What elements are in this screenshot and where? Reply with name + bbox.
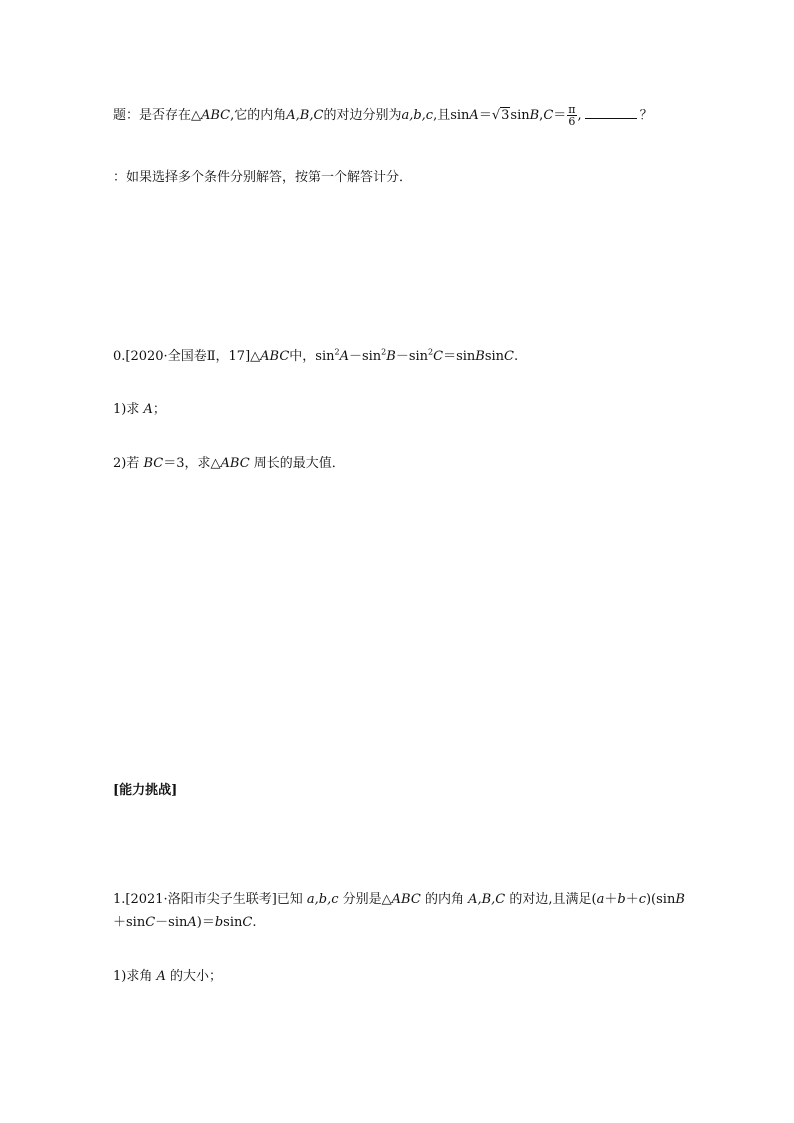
problem-10-part-2 [113,455,345,473]
period: . [514,349,519,364]
var-c: c [638,892,646,907]
sin: sin [510,108,530,123]
equals: ＝ [478,108,492,123]
triangle-name: ABC [220,456,250,471]
text: sin [484,349,505,364]
text: 1.[2021·洛阳市尖子生联考]已知 [113,892,307,907]
text: ； [152,402,166,417]
fraction-pi-over-6: $\frac{\pi}{6}$ [568,103,576,128]
text: ＋ [625,892,639,907]
var-C: C [543,108,554,123]
question-mark: ？ [639,108,653,123]
text: )(sin [645,892,676,907]
text: ＝sin [443,349,476,364]
text: sin [223,915,243,930]
var-C: C [433,349,444,364]
text: 1)求角 [113,969,157,984]
text: 周长的最大值． [249,456,345,471]
intro-prefix: 题：是否存在△ [113,108,201,123]
answer-blank[interactable] [585,106,637,119]
scoring-note: ：如果选择多个条件分别解答，按第一个解答计分． [113,170,413,185]
text: ＋ [604,892,618,907]
side-vars: a,b,c [306,892,339,907]
side-vars: a,b,c [401,108,434,123]
triangle-name: ABC [260,349,290,364]
var-C: C [145,915,156,930]
text: 中，sin [289,349,335,364]
problem-lead: 0.[2020·全国卷Ⅱ，17]△ [113,349,261,364]
equals: ＝ [553,108,567,123]
triangle-name: ABC [201,108,231,123]
problem-11-line-1 [113,891,685,909]
text: 的对边,且满足( [505,892,597,907]
var-A: A [469,108,479,123]
text: 的大小； [165,969,223,984]
period: . [252,915,257,930]
text: －sin [348,349,382,364]
text: －sin [395,349,429,364]
intro-text: 的对边分别为 [323,108,402,123]
intro-text: ,且sin [433,108,470,123]
problem-11-line-2 [113,914,256,932]
problem-10 [113,348,518,366]
exponent: 2 [334,347,340,357]
sqrt-3: √3 [491,108,510,123]
var-B: B [386,349,396,364]
var-C: C [242,915,253,930]
problem-11-part-1 [113,968,222,986]
angle-vars: A,B,C [468,892,506,907]
var-b: b [214,915,224,930]
text: ＋sin [113,915,146,930]
var-B: B [529,108,540,123]
var-B: B [475,349,485,364]
comma: , [577,108,582,123]
text: 的内角 [420,892,469,907]
problem-10-part-1 [113,401,166,419]
text: ＝3，求△ [163,456,221,471]
comma: , [539,108,544,123]
exponent: 2 [428,347,434,357]
var-A: A [143,402,153,417]
text: 1)求 [113,402,144,417]
var-a: a [596,892,605,907]
var-B: B [675,892,685,907]
text: －sin [155,915,188,930]
var-BC: BC [143,456,164,471]
question-intro [113,104,653,127]
triangle-name: ABC [391,892,421,907]
var-A: A [339,349,349,364]
var-b: b [617,892,626,907]
text: 2)若 [113,456,144,471]
var-A: A [156,969,166,984]
text: )＝ [196,915,215,930]
var-C: C [504,349,514,364]
section-title: [能力挑战] [113,783,178,798]
var-A: A [187,915,197,930]
exponent: 2 [381,347,387,357]
text: 分别是△ [338,892,392,907]
intro-text: ,它的内角 [230,108,287,123]
angle-vars: A,B,C [286,108,324,123]
